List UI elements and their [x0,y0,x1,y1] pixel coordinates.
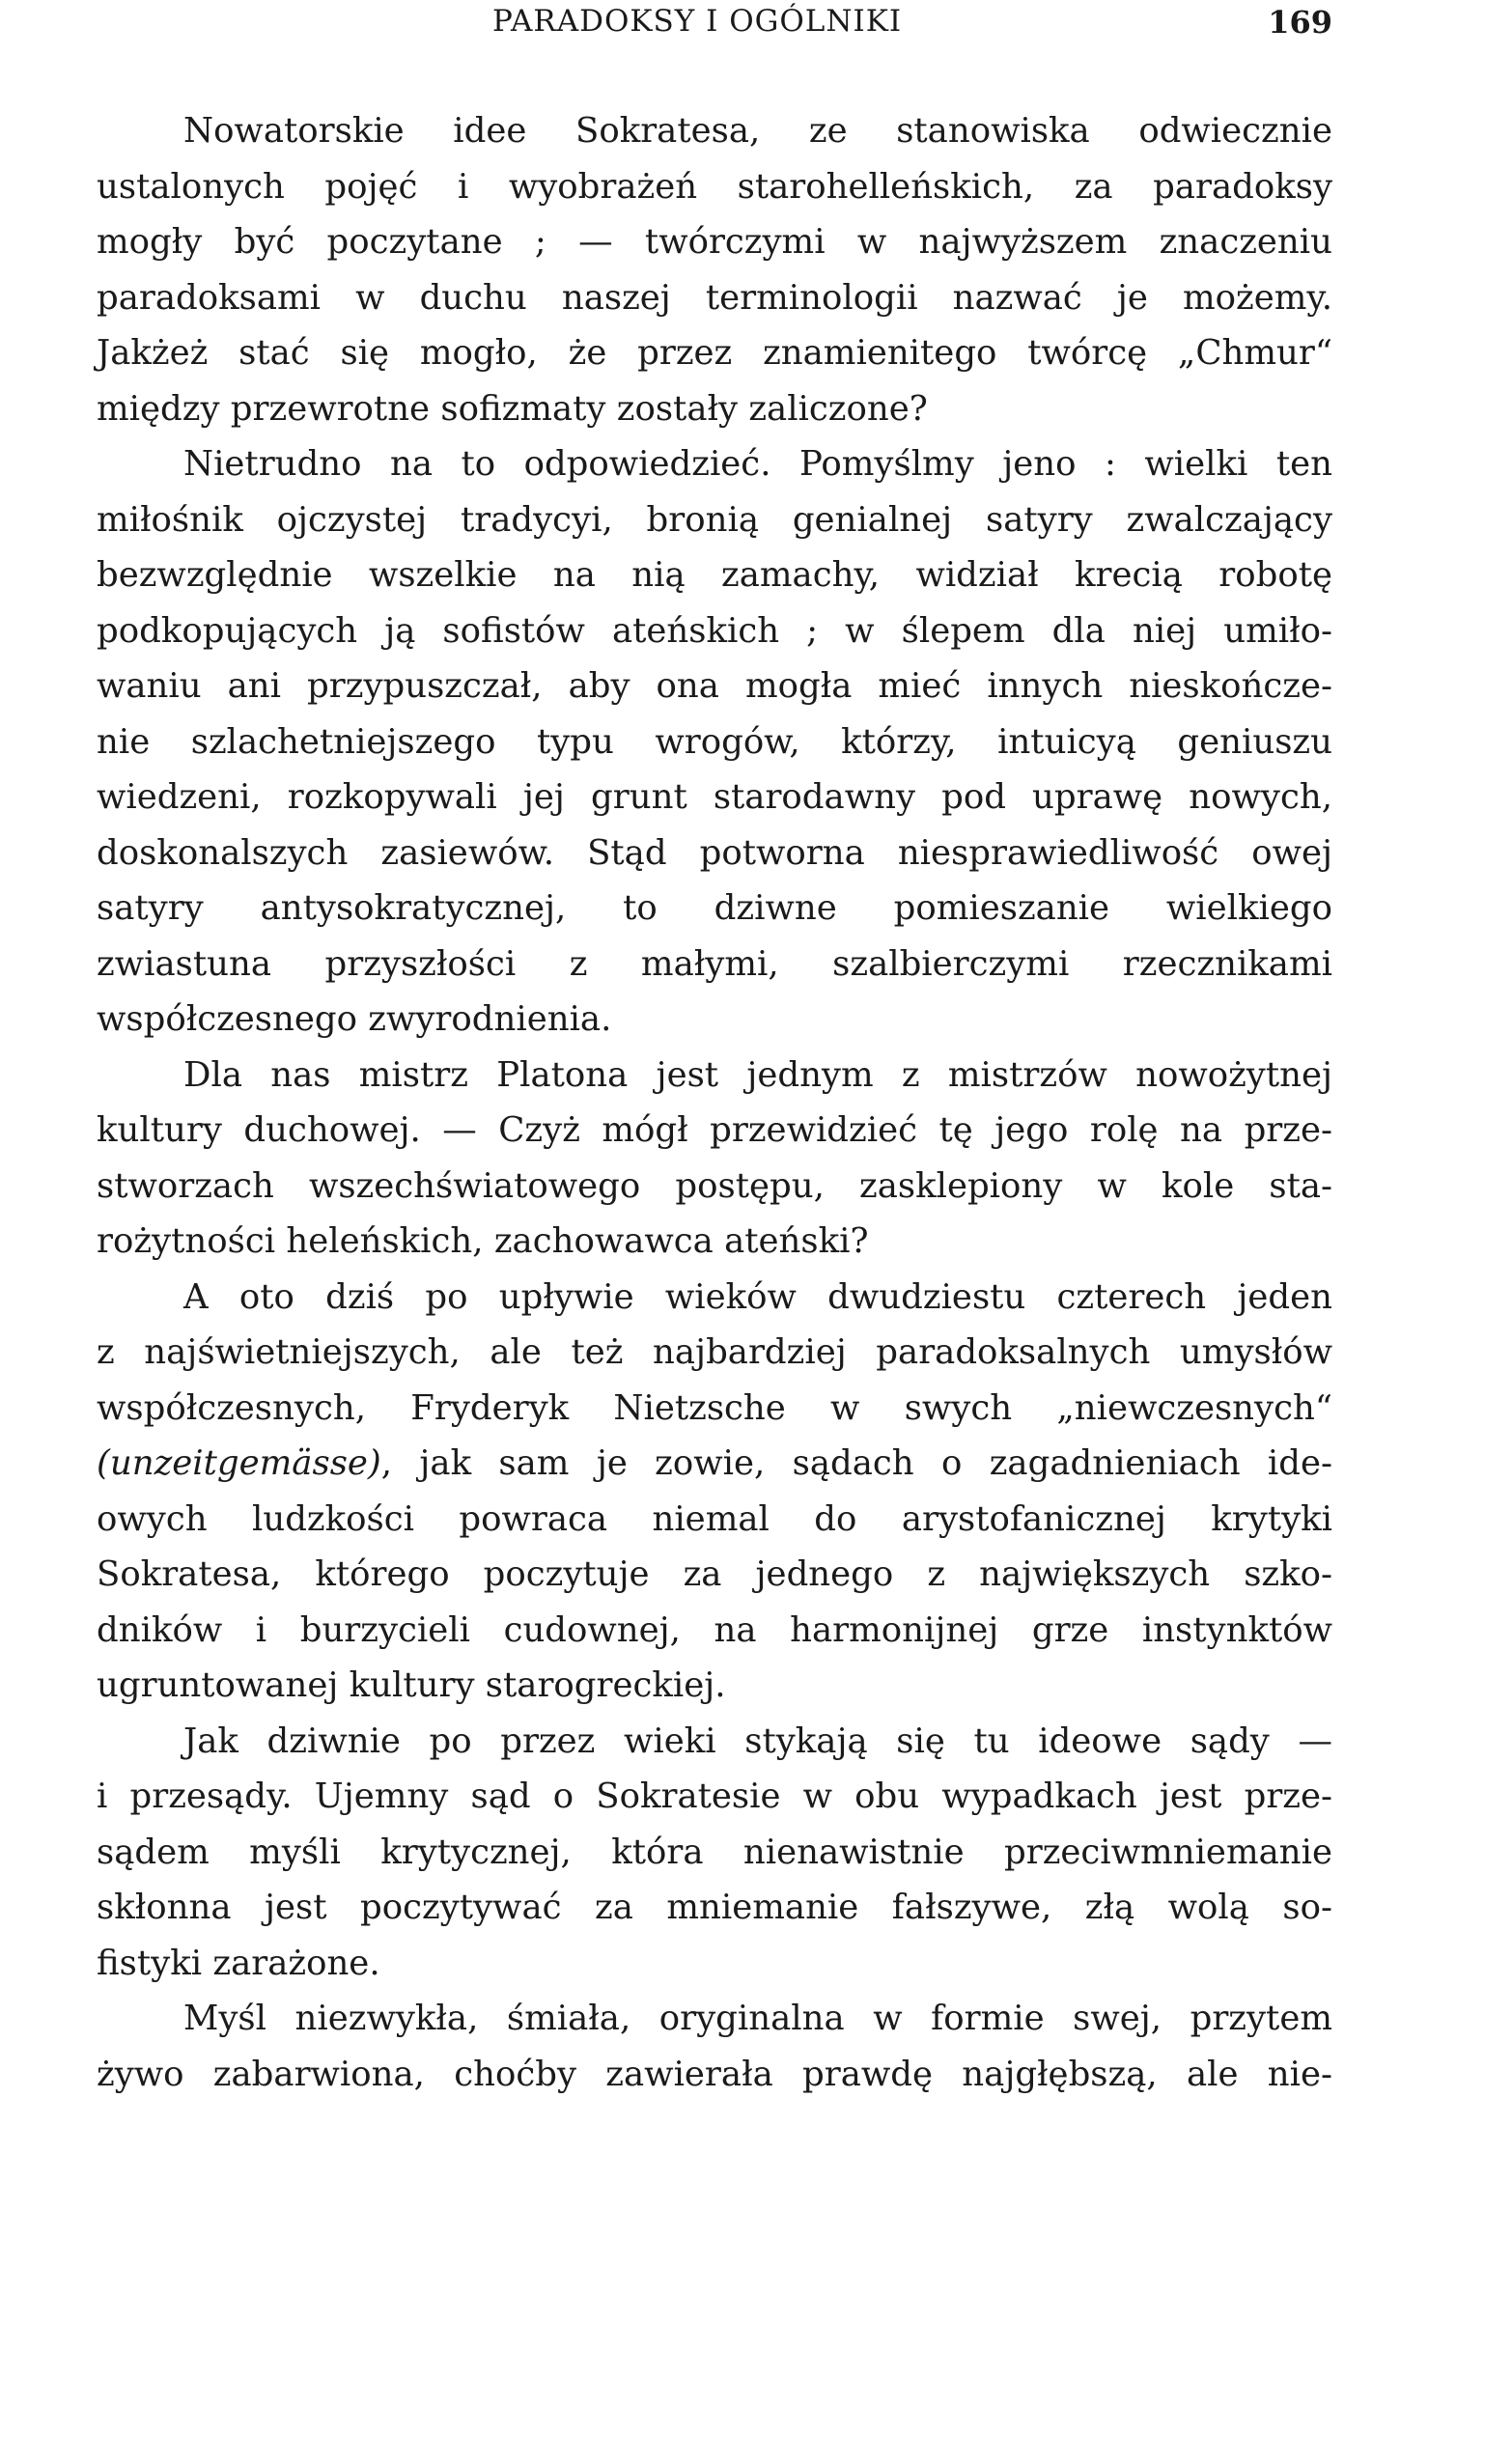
text-line: z najświetniejszych, ale też najbardziej paradoksalnych umysłów [97,1332,1332,1372]
text-line: fistyki zarażone. [97,1943,380,1983]
running-head: PARADOKSY I OGÓLNIKI [492,4,903,39]
page-header [97,4,1332,44]
body-text [97,103,1332,2102]
text-line: Dla nas mistrz Platona jest jednym z mistrzów nowożytnej [183,1054,1332,1095]
text-line: żywo zabarwiona, choćby zawierała prawdę najgłębszą, ale nie- [97,2054,1332,2094]
text-line: bezwzględnie wszelkie na nią zamachy, widział krecią robotę [97,555,1332,595]
text-line: miłośnik ojczystej tradycyi, bronią genialnej satyry zwalczający [97,499,1332,540]
text-line: ustalonych pojęć i wyobrażeń starohelleńskich, za paradoksy [97,166,1332,207]
text-line: mogły być poczytane ; — twórczymi w najwyższem znaczeniu [97,222,1332,262]
text-line: kultury duchowej. — Czyż mógł przewidzieć tę jego rolę na prze- [97,1110,1332,1150]
text-line: i przesądy. Ujemny sąd o Sokratesie w obu wypadkach jest prze- [97,1777,1332,1816]
text-line: sądem myśli krytycznej, która nienawistnie przeciwmniemanie [97,1832,1332,1872]
text-line: Nowatorskie idee Sokratesa, ze stanowiska odwiecznie [183,111,1332,151]
text-line: stworzach wszechświatowego postępu, zasklepiony w kole sta- [97,1165,1332,1206]
text-line: między przewrotne sofizmaty zostały zaliczone? [97,388,928,429]
text-line: waniu ani przypuszczał, aby ona mogła mieć innych nieskończe- [97,666,1332,706]
text-line: doskonalszych zasiewów. Stąd potworna niesprawiedliwość owej [97,832,1332,873]
page-number: 169 [1268,4,1332,41]
text-line: Myśl niezwykła, śmiała, oryginalna w formie swej, przytem [183,1999,1332,2038]
text-line: podkopujących ją sofistów ateńskich ; w ślepem dla niej umiło- [97,610,1332,651]
text-line: owych ludzkości powraca niemal do arystofanicznej krytyki [97,1498,1332,1539]
text-line: zwiastuna przyszłości z małymi, szalbierczymi rzecznikami [97,943,1332,984]
line-rest: , jak sam je zowie, sądach o zagadnieniach ide- [380,1443,1332,1483]
book-page [97,0,1332,2462]
text-line: paradoksami w duchu naszej terminologii nazwać je możemy. [97,277,1332,318]
text-line: Sokratesa, którego poczytuje za jednego z największych szko- [97,1554,1332,1594]
text-line: nie szlachetniejszego typu wrogów, którzy, intuicyą geniuszu [97,721,1332,762]
text-line [97,1436,1332,1492]
text-line: wiedzeni, rozkopywali jej grunt starodawny pod uprawę nowych, [97,777,1332,817]
text-line: A oto dziś po upływie wieków dwudziestu czterech jeden [183,1276,1332,1317]
text-line: dników i burzycieli cudownej, na harmonijnej grze instynktów [97,1609,1332,1650]
text-line: Jakżeż stać się mogło, że przez znamienitego twórcę „Chmur“ [97,333,1332,373]
text-line: skłonna jest poczytywać za mniemanie fałszywe, złą wolą so- [97,1888,1332,1927]
text-line: satyry antysokratycznej, to dziwne pomieszanie wielkiego [97,888,1332,928]
text-line: Jak dziwnie po przez wieki stykają się tu ideowe sądy — [183,1721,1332,1761]
text-line: Nietrudno na to odpowiedzieć. Pomyślmy jeno : wielki ten [183,444,1332,484]
text-line: ugruntowanej kultury starogreckiej. [97,1665,726,1705]
text-line: współczesnego zwyrodnienia. [97,999,612,1039]
text-line: współczesnych, Fryderyk Nietzsche w swych „niewczesnych“ [97,1387,1332,1428]
italic-term: (unzeitgemässe) [97,1443,381,1483]
text-line: rożytności heleńskich, zachowawca ateński? [97,1221,869,1261]
